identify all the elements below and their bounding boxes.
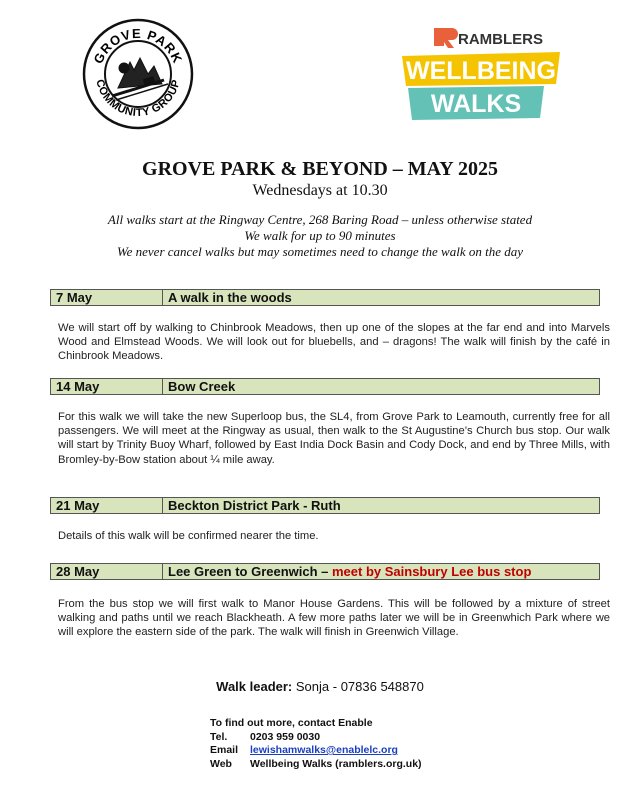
walk-title: Bow Creek xyxy=(168,379,236,394)
ramblers-r-icon xyxy=(434,28,458,48)
page-title: GROVE PARK & BEYOND – MAY 2025 xyxy=(142,158,498,180)
walk-date: 7 May xyxy=(51,290,163,305)
walk-description: For this walk we will take the new Superloop bus, the SL4, from Grove Park to Leamouth, currently free for all passengers. We will meet at the Ringway as usual, then walk to the St Augustine’s Church bus stop. Our walk will start by Trinity Buoy Wharf, followed by East India Dock Basin and Cody Dock, and end by Three Mills, with Bromley-by-Bow station about ¼ mile away. xyxy=(58,411,610,466)
walk-leader-value: Sonja - 07836 548870 xyxy=(295,679,424,694)
ramblers-brand: RAMBLERS xyxy=(458,31,543,48)
walk-date: 21 May xyxy=(51,498,163,513)
email-link[interactable]: lewishamwalks@enablelc.org xyxy=(250,744,398,756)
walk-description: From the bus stop we will first walk to Manor House Gardens. This will be followed by a mixture of street walking and paths until we reach Blackheath. A few more paths later we will be in Greenwhich Park where we will explore the eastern side of the park. The walk will finish in Greenwich Village. xyxy=(58,598,610,639)
ramblers-line2: WALKS xyxy=(430,90,522,118)
walk-title: Lee Green to Greenwich – meet by Sainsbury Lee bus stop xyxy=(168,564,532,579)
note-duration: We walk for up to 90 minutes xyxy=(244,228,396,243)
logo-ring-top-text: GROVE PARK xyxy=(90,25,186,66)
page-subtitle: Wednesdays at 10.30 xyxy=(252,182,388,199)
web-label: Web xyxy=(210,757,232,770)
walk-title: Beckton District Park - Ruth xyxy=(168,498,341,513)
web-value: Wellbeing Walks (ramblers.org.uk) xyxy=(250,757,422,770)
walk-description: Details of this walk will be confirmed nearer the time. xyxy=(58,530,319,542)
grove-park-community-group-logo xyxy=(82,18,194,130)
logo-ring-bottom-text: COMMUNITY GROUP xyxy=(93,78,183,120)
walk-date: 14 May xyxy=(51,379,163,394)
walk-header-21-may xyxy=(50,497,600,514)
walk-notes xyxy=(0,212,640,260)
ramblers-wellbeing-walks-logo xyxy=(396,24,566,124)
walk-leader-label: Walk leader: xyxy=(216,679,293,694)
walk-leader xyxy=(0,679,640,694)
tel-value: 0203 959 0030 xyxy=(250,730,321,743)
note-start-location: All walks start at the Ringway Centre, 268 Baring Road – unless otherwise stated xyxy=(107,212,533,227)
contact-block xyxy=(210,717,422,771)
walk-date: 28 May xyxy=(51,564,163,579)
contact-heading: To find out more, contact Enable xyxy=(210,717,373,729)
walk-description: We will start off by walking to Chinbrook Meadows, then up one of the slopes at the far end and into Marvels Wood and Elmstead Woods. We will look out for bluebells, and – dragons! The walk will finish by the café in Chinbrook Meadows. xyxy=(58,322,610,363)
walk-header-7-may xyxy=(50,289,600,306)
walk-meeting-note: meet by Sainsbury Lee bus stop xyxy=(332,564,532,579)
walk-header-28-may xyxy=(50,563,600,580)
note-cancellation: We never cancel walks but may sometimes need to change the walk on the day xyxy=(116,244,523,259)
email-label: Email xyxy=(210,744,239,756)
walk-title: A walk in the woods xyxy=(168,290,292,305)
ramblers-line1: WELLBEING xyxy=(406,57,556,85)
tel-label: Tel. xyxy=(210,730,228,743)
walk-header-14-may xyxy=(50,378,600,395)
